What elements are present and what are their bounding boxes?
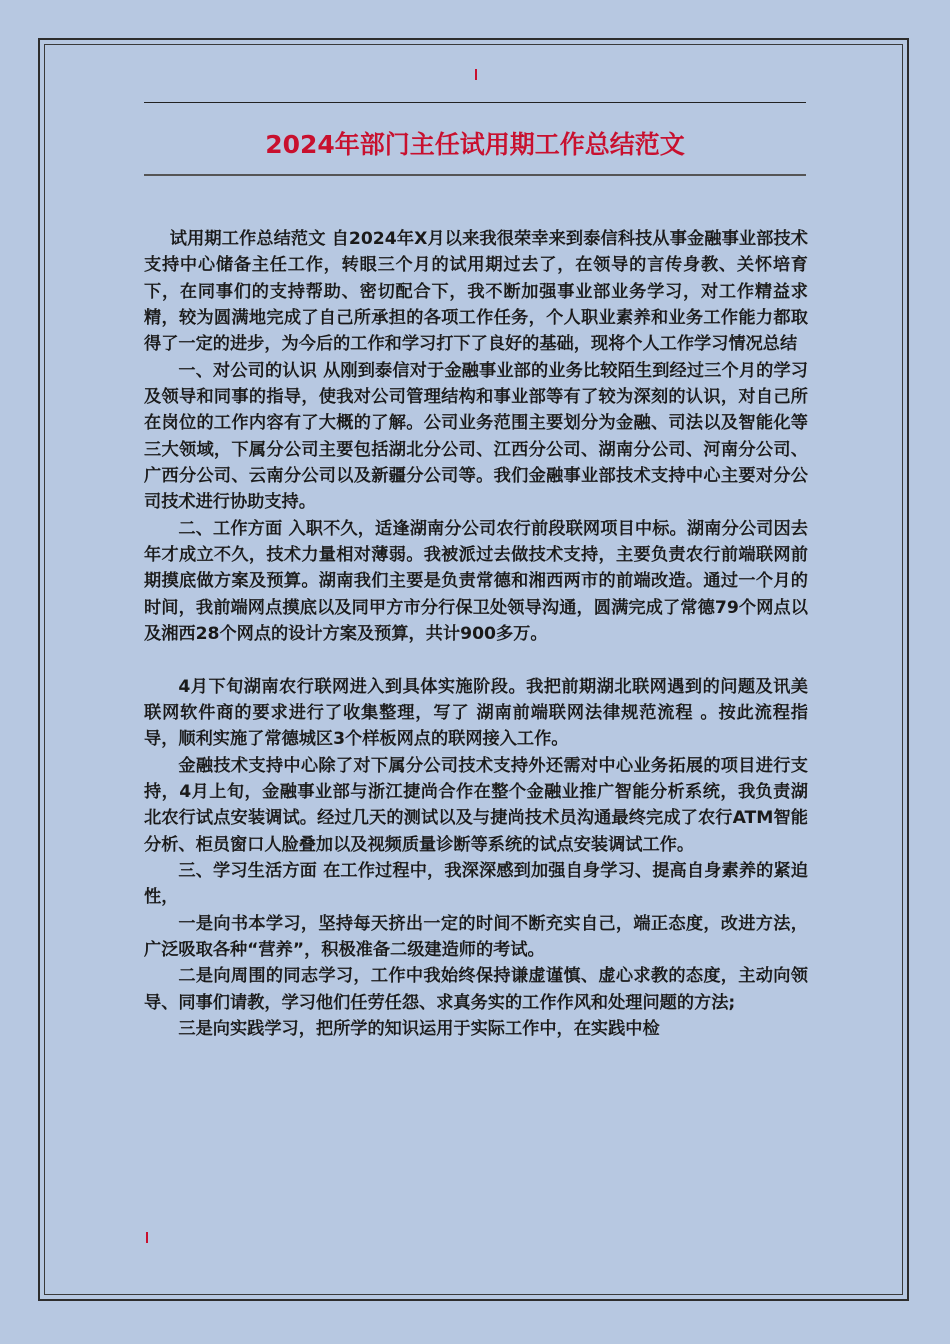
paragraph-april: 4月下旬湖南农行联网进入到具体实施阶段。我把前期湖北联网遇到的问题及讯美联网软件商的要求进行了收集整理，写了 湖南前端联网法律规范流程 。按此流程指导，顺利实施了常德城区3个样板网点的联网接入工作。 <box>144 676 808 750</box>
footer-tick-mark <box>146 1232 148 1243</box>
paragraph-study-colleagues: 二是向周围的同志学习，工作中我始终保持谦虚谨慎、虚心求教的态度，主动向领导、同事们请教，学习他们任劳任怨、求真务实的工作作风和处理问题的方法; <box>144 966 808 1013</box>
paragraph-company: 一、对公司的认识 从刚到泰信对于金融事业部的业务比较陌生到经过三个月的学习及领导和同事的指导，使我对公司管理结构和事业部等有了较为深刻的认识，对自己所在岗位的工作内容有了大概的了解。公司业务范围主要划分为金融、司法以及智能化等三大领域，下属分公司主要包括湖北分公司、江西分公司、湖南分公司、河南分公司、广西分公司、云南分公司以及新疆分公司等。我们金融事业部技术支持中心主要对分公司技术进行协助支持。 <box>144 360 808 513</box>
paragraph-support-center: 金融技术支持中心除了对下属分公司技术支持外还需对中心业务拓展的项目进行支持，4月上旬，金融事业部与浙江捷尚合作在整个金融业推广智能分析系统，我负责湖北农行试点安装调试。经过几天的测试以及与捷尚技术员沟通最终完成了农行ATM智能分析、柜员窗口人脸叠加以及视频质量诊断等系统的试点安装调试工作。 <box>144 755 808 855</box>
paragraph-study: 三、学习生活方面 在工作过程中，我深深感到加强自身学习、提高自身素养的紧迫性， <box>144 860 808 908</box>
paragraph-work: 二、工作方面 入职不久，适逢湖南分公司农行前段联网项目中标。湖南分公司因去年才成立不久，技术力量相对薄弱。我被派过去做技术支持，主要负责农行前端联网前期摸底做方案及预算。湖南我们主要是负责常德和湘西两市的前端改造。通过一个月的时间，我前端网点摸底以及同甲方市分行保卫处领导沟通，圆满完成了常德79个网点以及湘西28个网点的设计方案及预算，共计900多万。 <box>144 518 808 645</box>
paragraph-study-books: 一是向书本学习，坚持每天挤出一定的时间不断充实自己，端正态度，改进方法，广泛吸取各种“营养”，积极准备二级建造师的考试。 <box>144 913 808 960</box>
title-rule <box>144 174 806 176</box>
header-rule <box>144 102 806 103</box>
paragraph-intro: 试用期工作总结范文 自2024年X月以来我很荣幸来到泰信科技从事金融事业部技术支持中心储备主任工作，转眼三个月的试用期过去了，在领导的言传身教、关怀培育下，在同事们的支持帮助、密切配合下，我不断加强事业部业务学习，对工作精益求精，较为圆满地完成了自己所承担的各项工作任务，个人职业素养和业务工作能力都取得了一定的进步，为今后的工作和学习打下了良好的基础，现将个人工作学习情况总结 <box>144 229 808 355</box>
header-tick-mark <box>475 69 477 80</box>
paragraph-study-practice: 三是向实践学习，把所学的知识运用于实际工作中，在实践中检 <box>178 1018 660 1039</box>
document-body <box>144 226 808 1042</box>
document-title: 2024年部门主任试用期工作总结范文 <box>265 130 685 159</box>
